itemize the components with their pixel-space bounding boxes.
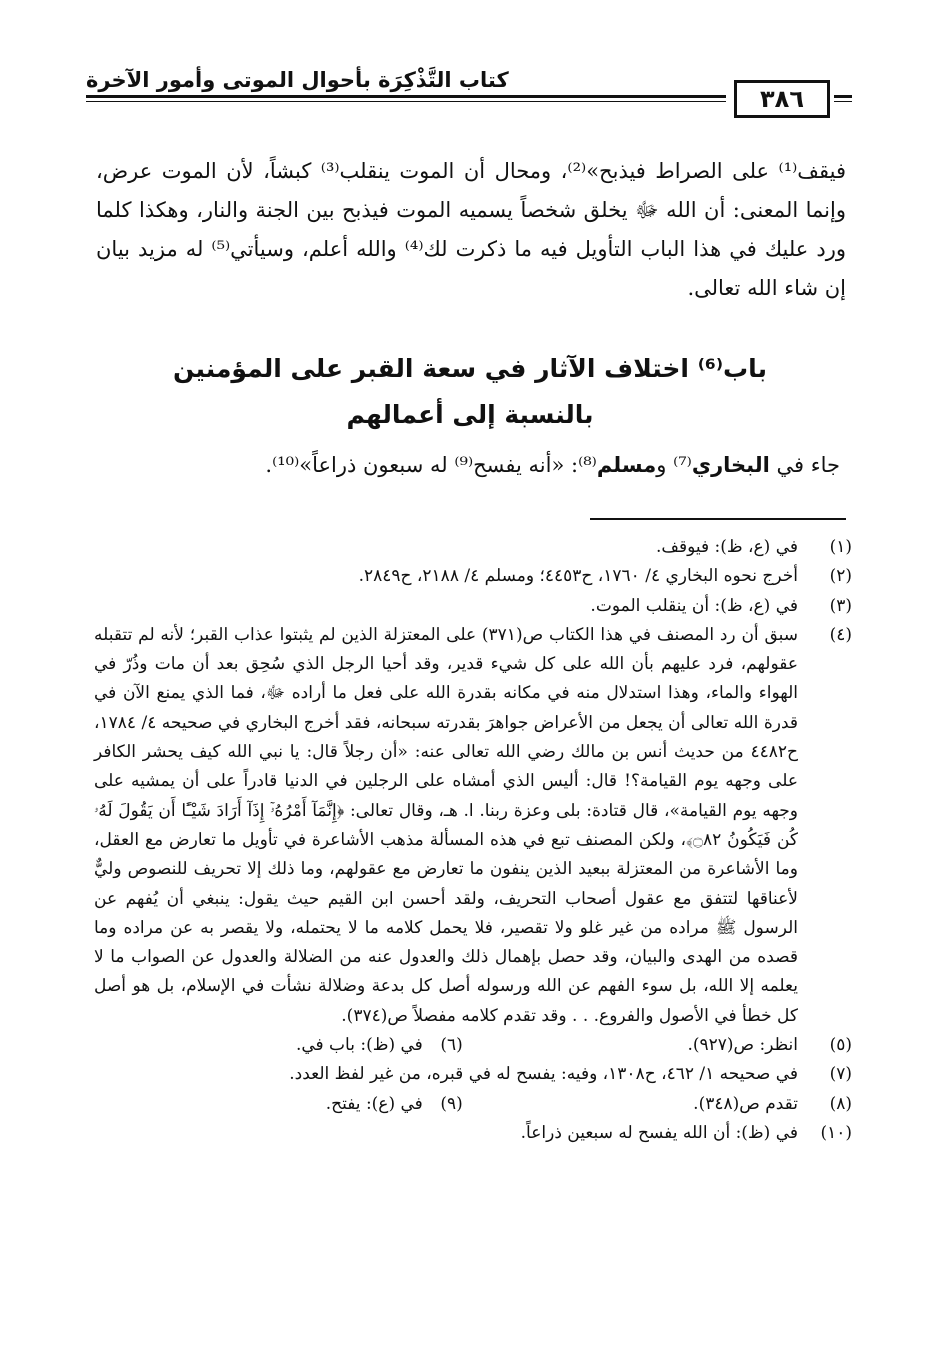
footnote-text: في (ظ): أن الله يفسح له سبعين ذراعاً.	[520, 1122, 798, 1143]
source-bukhari: البخاري	[691, 453, 770, 477]
footnote-text: في (ع): يفتح.	[325, 1093, 423, 1114]
intro-suffix: ⁽⁸⁾: «أنه يفسح⁽⁹⁾ له سبعون ذراعاً»⁽¹⁰⁾.	[265, 453, 597, 477]
footnote-number: (٩)	[440, 1093, 463, 1114]
footnote-text: سبق أن رد المصنف في هذا الكتاب ص(٣٧١) على المعتزلة الذين لم يثبتوا عذاب القبر؛ لأنه لم تتقبله عقولهم، فرد عليهم بأن الله على كل شيء قدير، وقد أحيا الرجل الذي سُحِق بعد أن مات وذُرّ في الهواء والماء، وهذا استدلال منه في مكانه بقدرة الله على فعل ما أراده ﷻ، فما الذي يمنع الآن في قدرة الله تعالى أن يجعل من الأعراض جواهرَ بقدرته سبحانه، فقد أخرج البخاري في صحيحه ٤/ ١٧٨٤، ح٤٤٨٢ من حديث أنس بن مالك رضي الله تعالى عنه: «أن رجلاً قال: يا نبي الله كيف يحشر الكافر على وجهه يوم القيامة؟! قال: أليس الذي أمشاه على الرجلين في الدنيا قادراً على أن يمشيه على وجهه يوم القيامة»، قال قتادة: بلى وعزة ربنا. ا. هـ، وقال تعالى: ﴿إِنَّمَآ أَمْرُهُۥٓ إِذَآ أَرَادَ شَيْـًٔا أَن يَقُولَ لَهُۥ كُن فَيَكُونُ ۝٨٢﴾، ولكن المصنف تبع في هذه المسألة مذهب الأشاعرة في تأويل ما تعارض مع العقل، وما الأشاعرة من المعتزلة ببعيد الذين ينفون ما تعارض مع عقولهم، وما ذلك إلا تحريف للنصوص وليٌّ لأعناقها لتتفق مع عقول أصحاب التحريف، ولقد أحسن ابن القيم حيث يقول: ينبغي أن يُفهم عن الرسول ﷺ مراده من غير غلو ولا تقصير، فلا يحمل كلامه ما لا يحتمله، ولا يقصر به عن مراده وما قصده من الهدى والبيان، وقد حصل بإهمال ذلك والعدول عنه من الضلالة والعدول عن الصواب ما لا يعلمه إلا الله، بل سوء الفهم عن الله ورسوله أصل كل بدعة وضلالة نشأت في الإسلام، بل هو أصل كل خطأ في الأصول والفروع. . . وقد تقدم كلامه مفصلاً ص(٣٧٤).	[94, 624, 799, 1026]
footnote-separator	[590, 518, 846, 520]
body-paragraph: فيقف⁽¹⁾ على الصراط فيذبح»⁽²⁾، ومحال أن الموت ينقلب⁽³⁾ كبشاً، لأن الموت عرض، وإنما المعنى: أن الله ﷻ يخلق شخصاً يسميه الموت فيذبح بين الجنة والنار، وهكذا كلما ورد عليك في هذا الباب التأويل فيه ما ذكرت لك⁽⁴⁾ والله أعلم، وسيأتي⁽⁵⁾ له مزيد بيان إن شاء الله تعالى.	[96, 159, 847, 300]
footnote	[94, 1031, 463, 1060]
running-title: كتاب التَّذْكِرَة بأحوال الموتى وأمور الآخرة	[86, 68, 509, 92]
footnote	[94, 592, 852, 621]
source-muslim: مسلم	[596, 453, 657, 477]
footnote-number: (٤)	[829, 624, 852, 645]
header-rule	[86, 95, 726, 98]
header-rule-right-thin	[834, 101, 852, 102]
footnote	[94, 562, 852, 591]
page-header	[86, 58, 852, 128]
footnotes	[94, 533, 852, 1148]
footnote-text: تقدم ص(٣٤٨).	[693, 1093, 798, 1114]
page-number: ٣٨٦	[734, 80, 830, 118]
intro-prefix: جاء في	[769, 453, 840, 477]
footnote-text: في صحيحه ١/ ٤٦٢، ح١٣٠٨، وفيه: يفسح له في قبره، من غير لفظ العدد.	[289, 1064, 798, 1085]
footnote-text: في (ع، ظ): فيوقف.	[655, 537, 798, 557]
footnote	[463, 1090, 852, 1119]
footnote-row	[94, 1090, 852, 1119]
footnote	[94, 1060, 852, 1089]
footnote	[463, 1031, 852, 1060]
footnote-row	[94, 1031, 852, 1060]
footnote-number: (٥)	[829, 1035, 852, 1056]
footnote-text: أخرج نحوه البخاري ٤/ ١٧٦٠، ح٤٤٥٣؛ ومسلم ٤/ ٢١٨٨، ح٢٨٤٩.	[358, 566, 798, 587]
footnote	[94, 533, 852, 562]
chapter-title	[120, 346, 820, 438]
footnote	[94, 1090, 463, 1119]
chapter-intro	[120, 448, 840, 482]
header-rule-right	[834, 95, 852, 98]
footnote-number: (٣)	[829, 595, 852, 616]
footnote-number: (١)	[829, 537, 852, 557]
footnote-number: (١٠)	[820, 1122, 852, 1143]
footnote-text: انظر: ص(٩٢٧).	[687, 1035, 798, 1056]
footnote	[94, 621, 852, 1031]
chapter-title-line-1: باب⁽⁶⁾ اختلاف الآثار في سعة القبر على المؤمنين	[173, 354, 767, 383]
footnote-text: في (ظ): باب في.	[295, 1035, 423, 1056]
header-rule-thin	[86, 101, 726, 102]
chapter-title-line-2: بالنسبة إلى أعمالهم	[346, 400, 594, 429]
intro-mid: ⁽⁷⁾ و	[656, 453, 692, 477]
footnote-number: (٢)	[829, 566, 852, 587]
footnote-number: (٨)	[829, 1093, 852, 1114]
footnote-number: (٧)	[829, 1064, 852, 1085]
footnote-text: في (ع، ظ): أن ينقلب الموت.	[590, 595, 798, 616]
footnote	[94, 1119, 852, 1148]
footnote-number: (٦)	[440, 1035, 463, 1056]
